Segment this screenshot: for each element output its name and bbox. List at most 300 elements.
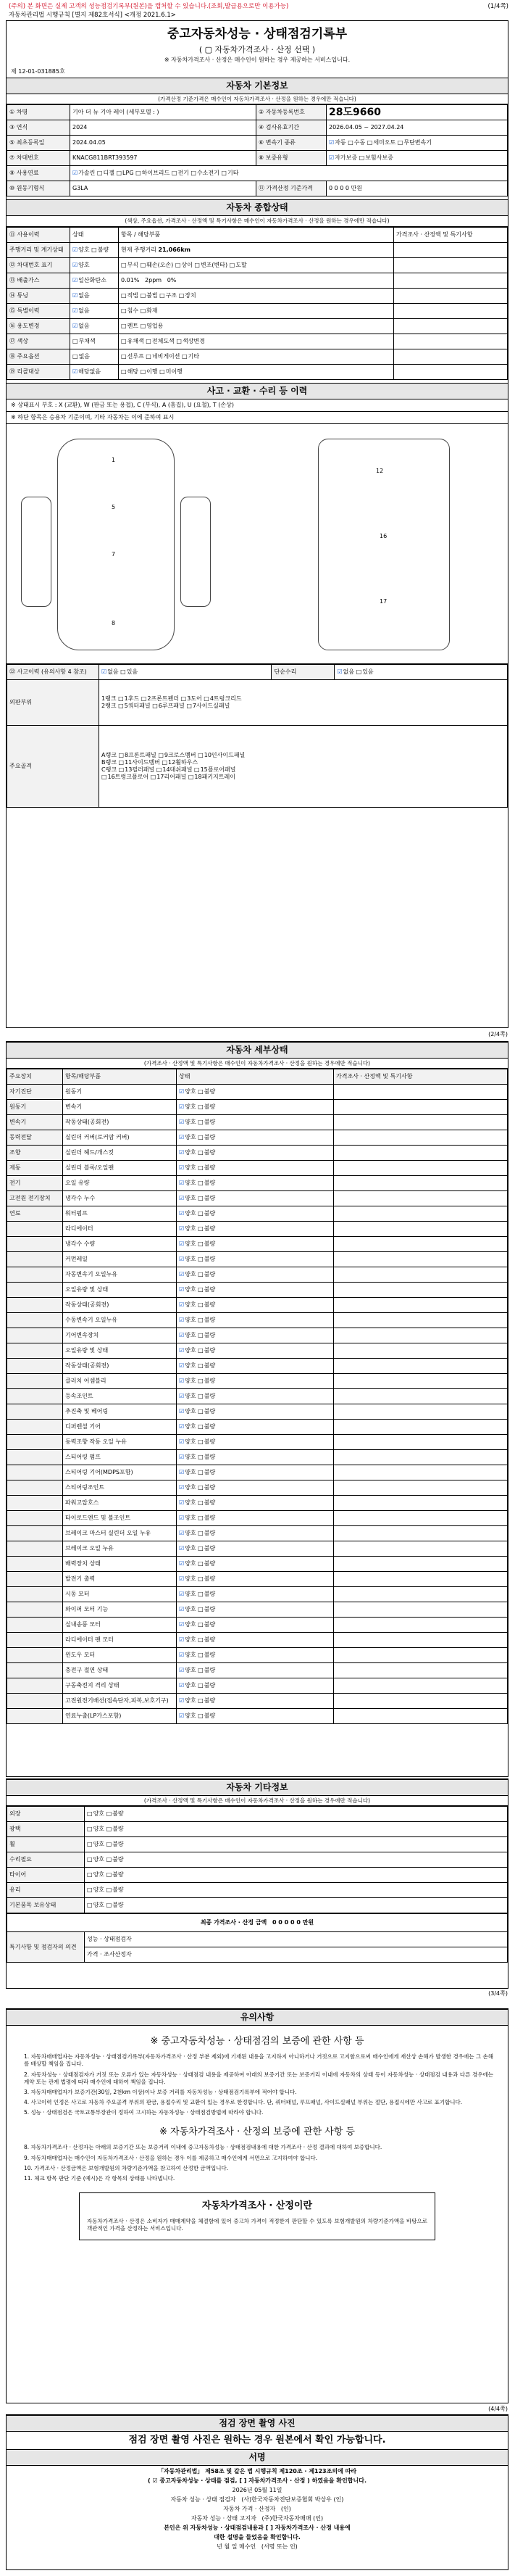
part-name: 커먼레일 [63, 1252, 177, 1267]
subnote: ※ 자동차가격조사 · 산정은 매수인이 원하는 경우 제공하는 서비스입니다. [164, 57, 351, 63]
label: ② 자동차등록번호 [256, 105, 327, 120]
part-name: 등속조인트 [63, 1389, 177, 1404]
part-name: 수동변속기 오일누유 [63, 1313, 177, 1328]
part-status: ☑ 양호 □ 불량 [177, 1313, 334, 1328]
col-header: 항목/해당부품 [63, 1069, 177, 1085]
part-name: 브레이크 오일 누유 [63, 1541, 177, 1557]
other-label: 수리필요 [7, 1852, 85, 1868]
signer-value: (주)한국자동차매매 (인) [261, 2515, 324, 2522]
detail-row [7, 1648, 508, 1663]
part-comment [334, 1450, 508, 1465]
part-name: 클러치 어셈블리 [63, 1374, 177, 1389]
photo-box [6, 2414, 508, 2570]
photo-header: 점검 장면 촬영 사진 [7, 2415, 508, 2432]
detail-row [7, 1557, 508, 1572]
part-status: ☑ 양호 □ 불량 [177, 1450, 334, 1465]
detail-row [7, 1267, 508, 1283]
part-name: 자동변속기 오일누유 [63, 1267, 177, 1283]
label: ⑥ 변속기 종류 [256, 136, 327, 151]
detail-row [7, 1541, 508, 1557]
special-label: 특기사항 및 점검자의 의견 [7, 1932, 85, 1963]
part-comment [334, 1420, 508, 1435]
page-number-3: (3/4쪽) [488, 1990, 508, 1997]
detail-row [7, 1206, 508, 1222]
part-name: 동력조향 작동 오일 누유 [63, 1435, 177, 1450]
basic-info-header: 자동차 기본정보 [7, 78, 508, 94]
group-label: 변속기 [7, 1115, 63, 1130]
part-name: 충전구 절연 상태 [63, 1663, 177, 1678]
group-label: 고전원 전기장치 [7, 1191, 63, 1206]
warning-text: (주의) 본 화면은 실제 고객의 성능점검기록부(원본)을 캡처할 수 있습니다.(조회,발급용으로만 이용가능) [9, 3, 289, 10]
page-number-2: (2/4쪽) [488, 1031, 508, 1038]
part-comment [334, 1526, 508, 1541]
part-comment [334, 1694, 508, 1709]
part-name: 스티어링 펌프 [63, 1450, 177, 1465]
detail-row [7, 1085, 508, 1100]
other-label: 휠 [7, 1837, 85, 1852]
other-status: □ 양호 □ 불량 [85, 1852, 508, 1868]
part-comment [334, 1206, 508, 1222]
note-paragraph: 4. 사고이력 인정은 사고로 자동차 주요골격 부위의 판금, 용접수리 및 교환이 있는 경우로 한정합니다. 단, 쿼터패널, 루프패널, 사이드실패널 부위는 절단, 용접시에만 사고로 표기합니다. [24, 2098, 463, 2105]
part-comment [334, 1100, 508, 1115]
col-header: 가격조사 · 산정액 및 특기사항 [334, 1069, 508, 1085]
other-row [7, 1837, 508, 1852]
part-status: ☑ 양호 □ 불량 [177, 1420, 334, 1435]
part-status: ☑ 양호 □ 불량 [177, 1526, 334, 1541]
notes-title-2: ※ 자동차가격조사 · 산정의 보증에 관한 사항 등 [159, 2126, 355, 2138]
part-status: ☑ 양호 □ 불량 [177, 1374, 334, 1389]
label: ⑩ 원동기형식 [7, 181, 70, 196]
part-comment [334, 1343, 508, 1359]
car-name-value: 기아 더 뉴 기아 레이 (세부모델 : ) [70, 105, 256, 120]
part-status: ☑ 양호 □ 불량 [177, 1557, 334, 1572]
signer-value: (인) [280, 2506, 291, 2513]
group-label: 조향 [7, 1146, 63, 1161]
detail-row [7, 1526, 508, 1541]
part-name: 고전원전기배선(접속단자,피복,보호기구) [63, 1694, 177, 1709]
detail-row [7, 1176, 508, 1191]
sign-line-3: 본인은 위 자동차성능 · 상태점검내용과 [ ] 자동차가격조사 · 산정 내용에 [164, 2525, 351, 2532]
part-comment [334, 1663, 508, 1678]
part-status: ☑ 양호 □ 불량 [177, 1541, 334, 1557]
col-header: 상태 [177, 1069, 334, 1085]
detail-row [7, 1602, 508, 1618]
part-comment [334, 1146, 508, 1161]
part-comment [334, 1130, 508, 1146]
page-number: (1/4쪽) [487, 3, 508, 10]
part-status: ☑ 양호 □ 불량 [177, 1602, 334, 1618]
signer-role: 자동차 성능 · 상태 고지자 [190, 2515, 256, 2522]
label: ⑦ 차대번호 [7, 151, 70, 166]
part-status: ☑ 양호 □ 불량 [177, 1435, 334, 1450]
detail-row [7, 1237, 508, 1252]
label: ④ 검사유효기간 [256, 120, 327, 136]
part-name: 시동 모터 [63, 1587, 177, 1602]
part-status: ☑ 양호 □ 불량 [177, 1298, 334, 1313]
part-comment [334, 1435, 508, 1450]
part-name: 발전기 출력 [63, 1572, 177, 1587]
other-status: □ 양호 □ 불량 [85, 1807, 508, 1822]
other-label: 유리 [7, 1883, 85, 1898]
detail-row [7, 1313, 508, 1328]
part-comment [334, 1618, 508, 1633]
car-side-right [180, 497, 211, 607]
part-name: 라디에이터 [63, 1222, 177, 1237]
part-name: 연료누출(LP가스포함) [63, 1709, 177, 1724]
notes-header: 유의사항 [7, 2009, 508, 2026]
other-status: □ 양호 □ 불량 [85, 1883, 508, 1898]
label: ⑪ 가격산정 기준가격 [256, 181, 327, 196]
detail-row [7, 1389, 508, 1404]
note-paragraph: 8. 자동차가격조사 · 산정자는 아래의 보증기간 또는 보증거리 이내에 중고자동차성능 · 상태점검내용에 대한 가격조사 · 산정 결과에 대하여 보증합니다. [24, 2144, 382, 2151]
detail-row [7, 1618, 508, 1633]
car-diagram: 1 5 7 8 12 16 17 [7, 424, 508, 664]
detail-row [7, 1511, 508, 1526]
part-comment [334, 1602, 508, 1618]
label: ③ 연식 [7, 120, 70, 136]
sign-line-4: 대한 설명을 들었음을 확인합니다. [214, 2534, 301, 2541]
page-title: 중고자동차성능 · 상태점검기록부 [167, 27, 348, 41]
part-name: 워터펌프 [63, 1206, 177, 1222]
form-subheader: 자동차관리법 시행규칙 [별지 제82호서식] <개정 2021.6.1> [9, 12, 176, 19]
part-status: ☑ 양호 □ 불량 [177, 1587, 334, 1602]
part-comment [334, 1480, 508, 1496]
final-price-label: 최종 가격조사 · 산정 금액 [200, 1919, 267, 1926]
part-comment [334, 1511, 508, 1526]
detail-row [7, 1572, 508, 1587]
price-info-title: 자동차가격조사 · 산정이란 [201, 2200, 313, 2211]
part-status: ☑ 양호 □ 불량 [177, 1328, 334, 1343]
notes-title-1: ※ 중고자동차성능 · 상태점검의 보증에 관한 사항 등 [150, 2036, 364, 2047]
part-status: ☑ 양호 □ 불량 [177, 1206, 334, 1222]
other-row [7, 1807, 508, 1822]
vin-value: KNACG811BRT393597 [70, 151, 256, 166]
special-1: 성능 · 상태점검자 [85, 1932, 508, 1947]
detail-row [7, 1496, 508, 1511]
part-status: ☑ 양호 □ 불량 [177, 1343, 334, 1359]
detail-note: (가격조사 · 산정액 및 특기사항은 매수인이 자동차가격조사 · 산정을 원하는 경우에만 적습니다) [7, 1059, 508, 1069]
other-row [7, 1883, 508, 1898]
part-status: ☑ 양호 □ 불량 [177, 1663, 334, 1678]
part-status: ☑ 양호 □ 불량 [177, 1496, 334, 1511]
detail-row [7, 1130, 508, 1146]
other-status: □ 양호 □ 불량 [85, 1898, 508, 1913]
part-comment [334, 1541, 508, 1557]
buyer-role: 년 월 일 매수인 [217, 2543, 256, 2551]
group-label: 전기 [7, 1176, 63, 1191]
label: ① 차명 [7, 105, 70, 120]
overall-table: ⑪ 사용이력 상태 항목 / 해당부품 가격조사 · 산정액 및 특기사항 주행거리 및 계기상태 ☑ 양호 □ 불량 현재 주행거리 21,066km ⑫ 차대번호 표기 ☑ 양호 □ 부식 □ 훼손(오손) □ 상이 □ 변조(변타) □ 도말 ⑬ 배출가스 ☑ 일산화탄소 0.01% 2ppm 0% ⑭ 튜닝 ☑ 없음 □ 적법 □ 불법 □ 구조 □ 장치 ⑮ 특별이력 ☑ 없음 □ 침수 □ 화재 ⑯ 용도변경 ☑ 없음 □ 렌트 □ 영업용 ⑰ 색상 □ 무채색 □ 유채색 □ 전체도색 □ 색상변경 ⑱ 주요옵션 □ 없음 □ 선루프 □ 네비게이션 □ 기타 ⑲ 리콜대상 ☑ 해당없음 □ 해당 □ 이행 □ 미이행 [7, 227, 508, 380]
detail-row [7, 1374, 508, 1389]
other-status: □ 양호 □ 불량 [85, 1822, 508, 1837]
part-comment [334, 1313, 508, 1328]
inspection-valid-value: 2026.04.05 ~ 2027.04.24 [327, 120, 508, 136]
price-value: 0 0 0 0 만원 [327, 181, 508, 196]
detail-row [7, 1694, 508, 1709]
note-paragraph: 1. 자동차매매업자는 자동차성능 · 상태점검기록부(자동차가격조사 · 산정 부분 제외)에 기재된 내용을 고지하지 아니하거나 거짓으로 고지함으로써 매수인에게 재산상 손해가 발생한 경우에는 그 손해를 배상할 책임을 집니다. [24, 2053, 493, 2068]
part-name: 라디에이터 팬 모터 [63, 1633, 177, 1648]
reg-number-value: 28도9660 [327, 105, 508, 120]
detail-row [7, 1663, 508, 1678]
page2-box [6, 1041, 508, 1777]
car-top-left [57, 439, 175, 650]
transmission-value: ☑ 자동 □ 수동 □ 세미오토 □ 무단변속기 [327, 136, 508, 151]
car-side-left [21, 497, 51, 607]
part-status: ☑ 양호 □ 불량 [177, 1130, 334, 1146]
special-2: 가격 · 조사산정자 [85, 1947, 508, 1963]
part-status: ☑ 양호 □ 불량 [177, 1633, 334, 1648]
other-row [7, 1852, 508, 1868]
detail-row [7, 1146, 508, 1161]
part-status: ☑ 양호 □ 불량 [177, 1267, 334, 1283]
part-comment [334, 1496, 508, 1511]
sign-header: 서명 [7, 2449, 508, 2466]
price-info-text: 자동차가격조사 · 산정은 소비자가 매매계약을 체결함에 있어 중고차 가격이 적정한지 판단할 수 있도록 보험개발원의 차량기준가액을 바탕으로 객관적인 가격을 산정하는 서비스입니다. [87, 2218, 427, 2232]
other-label: 광택 [7, 1822, 85, 1837]
page1-box [6, 20, 508, 1028]
part-name: 타이로드엔드 및 볼조인트 [63, 1511, 177, 1526]
detail-row [7, 1465, 508, 1480]
note-paragraph: 9. 자동차매매업자는 매수인이 자동차가격조사 · 산정을 원하는 경우 이를 제공하고 매수인에게 서면으로 고지하여야 합니다. [24, 2154, 318, 2161]
part-comment [334, 1404, 508, 1420]
document-number: 제 12-01-031885호 [11, 68, 65, 75]
note-paragraph: 2. 자동차성능 · 상태점검자가 거짓 또는 오류가 있는 자동차성능 · 상태점검 내용을 제공하여 아래의 보증기간 또는 보증거리 이내에 자동차의 상태 등이 자동차성능 · 상태점검 내용과 다른 경우에는 계약 또는 관계 법령에 따라 매수인에 대하여 책임을 집니다. [24, 2071, 493, 2085]
other-label: 외장 [7, 1807, 85, 1822]
detail-table [7, 1069, 508, 1724]
detail-row [7, 1100, 508, 1115]
page-number-4: (4/4쪽) [488, 2406, 508, 2412]
note-paragraph: 10. 가격조사 · 산정금액은 보험개발원의 차량기준가액을 참고하여 산정한 금액입니다. [24, 2164, 229, 2171]
group-label: 제동 [7, 1161, 63, 1176]
part-comment [334, 1359, 508, 1374]
part-status: ☑ 양호 □ 불량 [177, 1465, 334, 1480]
signer-value: (사)한국자동차진단보증협회 박상우 (인) [241, 2496, 344, 2503]
label: ⑨ 사용연료 [7, 166, 70, 181]
part-name: 배력장치 상태 [63, 1557, 177, 1572]
detail-row [7, 1404, 508, 1420]
year-value: 2024 [70, 120, 256, 136]
detail-row [7, 1328, 508, 1343]
part-name: 스티어링 기어(MDPS포함) [63, 1465, 177, 1480]
fuel-value: ☑ 가솔린 □ 디젤 □ LPG □ 하이브리드 □ 전기 □ 수소전기 □ 기타 [70, 166, 508, 181]
detail-row [7, 1283, 508, 1298]
part-comment [334, 1557, 508, 1572]
part-status: ☑ 양호 □ 불량 [177, 1618, 334, 1633]
detail-row [7, 1450, 508, 1465]
col-header: 주요장치 [7, 1069, 63, 1085]
part-name: 파워고압호스 [63, 1496, 177, 1511]
warranty-value: ☑ 자가보증 □ 보험사보증 [327, 151, 508, 166]
part-status: ☑ 양호 □ 불량 [177, 1359, 334, 1374]
part-status: ☑ 양호 □ 불량 [177, 1161, 334, 1176]
label: 외판부위 [7, 679, 99, 725]
part-comment [334, 1252, 508, 1267]
mileage-value: 21,066km [158, 246, 190, 253]
part-name: 와이퍼 모터 기능 [63, 1602, 177, 1618]
part-comment [334, 1572, 508, 1587]
sign-line-2: ( ☑ 중고자동차성능 · 상태를 점검, [ ] 자동차가격조사 · 산정 ) 하였음을 확인합니다. [148, 2477, 367, 2485]
final-price-table [7, 1913, 508, 1963]
part-status: ☑ 양호 □ 불량 [177, 1648, 334, 1663]
top-notice [9, 3, 508, 11]
part-comment [334, 1161, 508, 1176]
part-status: ☑ 양호 □ 불량 [177, 1237, 334, 1252]
buyer-sign: (서명 또는 인) [261, 2543, 298, 2551]
part-status: ☑ 양호 □ 불량 [177, 1176, 334, 1191]
detail-row [7, 1480, 508, 1496]
signer-role: 자동차 가격 · 산정자 [223, 2506, 276, 2513]
detail-row [7, 1161, 508, 1176]
car-top-right [318, 439, 450, 650]
part-status: ☑ 양호 □ 불량 [177, 1694, 334, 1709]
part-comment [334, 1389, 508, 1404]
part-status: ☑ 양호 □ 불량 [177, 1100, 334, 1115]
part-status: ☑ 양호 □ 불량 [177, 1252, 334, 1267]
other-row [7, 1822, 508, 1837]
part-comment [334, 1115, 508, 1130]
group-label: 연료 [7, 1206, 63, 1222]
part-comment [334, 1374, 508, 1389]
sign-date: 2026년 05월 11일 [232, 2487, 282, 2494]
basic-info-note: (가격산정 기준가격은 매수인이 자동차가격조사 · 산정을 원하는 경우에만 적습니다) [7, 94, 508, 104]
part-name: 추진축 및 베어링 [63, 1404, 177, 1420]
part-comment [334, 1283, 508, 1298]
part-comment [334, 1176, 508, 1191]
accident-table: ㉒ 사고이력 (유의사항 4 참조) ☑ 없음 □ 있음 단순수리 ☑ 없음 □ 있음 외판부위 1랭크 □ 1후드 □ 2프론트펜더 □ 3도어 □ 4트렁크리드 2랭크 □ 5쿼터패널 □ 6루프패널 □ 7사이드실패널 주요골격 A랭크 □ 8프론트패널 □ 9크로스멤버 □ 10인사이드패널 B랭크 □ 11사이드멤버 □ 12휠하우스 C랭크 □ 13필러패널 □ 14대쉬패널 □ 15플로어패널 □ 16트렁크플로어 □ 17리어패널 □ 18패키지트레이 [7, 664, 508, 808]
part-name: 작동상태(공회전) [63, 1359, 177, 1374]
price-info-box [79, 2192, 435, 2241]
overall-header: 자동차 종합상태 [7, 199, 508, 216]
label: ⑧ 보증유형 [256, 151, 327, 166]
part-status: ☑ 양호 □ 불량 [177, 1191, 334, 1206]
part-comment [334, 1191, 508, 1206]
other-note: (가격조사 · 산정액 및 특기사항은 매수인이 자동차가격조사 · 산정을 원하는 경우에만 적습니다) [7, 1796, 508, 1806]
part-comment [334, 1587, 508, 1602]
other-row [7, 1868, 508, 1883]
sign-line-1: 「자동차관리법」 제58조 및 같은 법 시행규칙 제120조 · 제123조의에 따라 [157, 2468, 357, 2475]
other-table [7, 1806, 508, 1913]
label: 단순수리 [272, 664, 335, 679]
part-status: ☑ 양호 □ 불량 [177, 1678, 334, 1694]
part-name: 실내송풍 모터 [63, 1618, 177, 1633]
motor-value: G3LA [70, 181, 256, 196]
basic-info-table [7, 104, 508, 196]
other-label: 기본품목 보유상태 [7, 1898, 85, 1913]
signer-role: 자동차 성능 · 상태 점검자 [170, 2496, 236, 2503]
part-status: ☑ 양호 □ 불량 [177, 1085, 334, 1100]
group-label: 원동기 [7, 1100, 63, 1115]
part-name: 작동상태(공회전) [63, 1115, 177, 1130]
part-name: 오일 유량 [63, 1176, 177, 1191]
detail-row [7, 1678, 508, 1694]
other-status: □ 양호 □ 불량 [85, 1868, 508, 1883]
detail-row [7, 1343, 508, 1359]
page-subtitle: ( ▢ 자동차가격조사 · 산정 선택 ) [198, 45, 316, 55]
part-name: 구동축전지 격리 상태 [63, 1678, 177, 1694]
part-comment [334, 1085, 508, 1100]
part-status: ☑ 양호 □ 불량 [177, 1511, 334, 1526]
part-name: 스티어링조인트 [63, 1480, 177, 1496]
part-name: 원동기 [63, 1085, 177, 1100]
accident-note: ※ 상태표시 부호 : X (교환), W (판금 또는 용접), C (부식), A (흠집), U (요철), T (손상) [7, 399, 508, 412]
other-label: 타이어 [7, 1868, 85, 1883]
part-name: 실린더 블록/오일팬 [63, 1161, 177, 1176]
note-paragraph: 3. 자동차매매업자가 보증기간(30일, 2천km 이상)이나 보증 거리를 자동차성능 · 상태점검기록부에 적어야 합니다. [24, 2088, 297, 2095]
part-name: 실린더 커버(로커암 커버) [63, 1130, 177, 1146]
detail-row [7, 1420, 508, 1435]
other-header: 자동차 기타정보 [7, 1779, 508, 1796]
part-comment [334, 1633, 508, 1648]
part-name: 작동상태(공회전) [63, 1298, 177, 1313]
detail-row [7, 1587, 508, 1602]
part-status: ☑ 양호 □ 불량 [177, 1389, 334, 1404]
part-comment [334, 1709, 508, 1724]
group-label: 자기진단 [7, 1085, 63, 1100]
part-status: ☑ 양호 □ 불량 [177, 1404, 334, 1420]
overall-note: (색상, 주요옵션, 가격조사 · 산정액 및 특기사항은 매수인이 자동차가격조사 · 산정을 원하는 경우에만 적습니다) [7, 216, 508, 226]
part-comment [334, 1465, 508, 1480]
detail-row [7, 1298, 508, 1313]
label: ㉒ 사고이력 (유의사항 4 참조) [7, 664, 99, 679]
detail-row [7, 1435, 508, 1450]
note-paragraph: 11. 체크 항목 판단 기준 (예시)은 각 항목의 상태를 나타냅니다. [24, 2174, 175, 2182]
page3-box [6, 1778, 508, 1989]
part-name: 오일유량 및 상태 [63, 1343, 177, 1359]
part-name: 실린더 헤드/개스킷 [63, 1146, 177, 1161]
part-status: ☑ 양호 □ 불량 [177, 1283, 334, 1298]
part-comment [334, 1678, 508, 1694]
part-comment [334, 1298, 508, 1313]
detail-header: 자동차 세부상태 [7, 1042, 508, 1059]
part-name: 냉각수 누수 [63, 1191, 177, 1206]
part-name: 오일유량 및 상태 [63, 1283, 177, 1298]
label: 주요골격 [7, 725, 99, 807]
page4-box [6, 2008, 508, 2403]
part-status: ☑ 양호 □ 불량 [177, 1480, 334, 1496]
other-row [7, 1898, 508, 1913]
first-reg-value: 2024.04.05 [70, 136, 256, 151]
other-status: □ 양호 □ 불량 [85, 1837, 508, 1852]
accident-header: 사고 · 교환 · 수리 등 이력 [7, 383, 508, 399]
part-name: 디퍼렌셜 기어 [63, 1420, 177, 1435]
part-comment [334, 1222, 508, 1237]
part-name: 윈도우 모터 [63, 1648, 177, 1663]
part-comment [334, 1237, 508, 1252]
detail-row [7, 1191, 508, 1206]
accident-note2: ※ 하단 항목은 승용차 기준이며, 기타 자동차는 이에 준하여 표시 [7, 412, 508, 424]
part-name: 기어변속장치 [63, 1328, 177, 1343]
part-comment [334, 1267, 508, 1283]
detail-row [7, 1252, 508, 1267]
part-status: ☑ 양호 □ 불량 [177, 1222, 334, 1237]
part-status: ☑ 양호 □ 불량 [177, 1146, 334, 1161]
note-paragraph: 5. 성능 · 상태점검은 국토교통부장관이 정하여 고시하는 자동차성능 · 상태점검방법에 따라야 합니다. [24, 2109, 264, 2116]
part-name: 냉각수 수량 [63, 1237, 177, 1252]
part-status: ☑ 양호 □ 불량 [177, 1709, 334, 1724]
final-price-value: 0 0 0 0 0 만원 [272, 1919, 314, 1926]
group-label: 동력전달 [7, 1130, 63, 1146]
detail-row [7, 1115, 508, 1130]
part-name: 변속기 [63, 1100, 177, 1115]
detail-row [7, 1359, 508, 1374]
part-comment [334, 1648, 508, 1663]
label: ⑤ 최초등록일 [7, 136, 70, 151]
part-status: ☑ 양호 □ 불량 [177, 1115, 334, 1130]
detail-row [7, 1709, 508, 1724]
part-status: ☑ 양호 □ 불량 [177, 1572, 334, 1587]
detail-row [7, 1633, 508, 1648]
detail-row [7, 1222, 508, 1237]
